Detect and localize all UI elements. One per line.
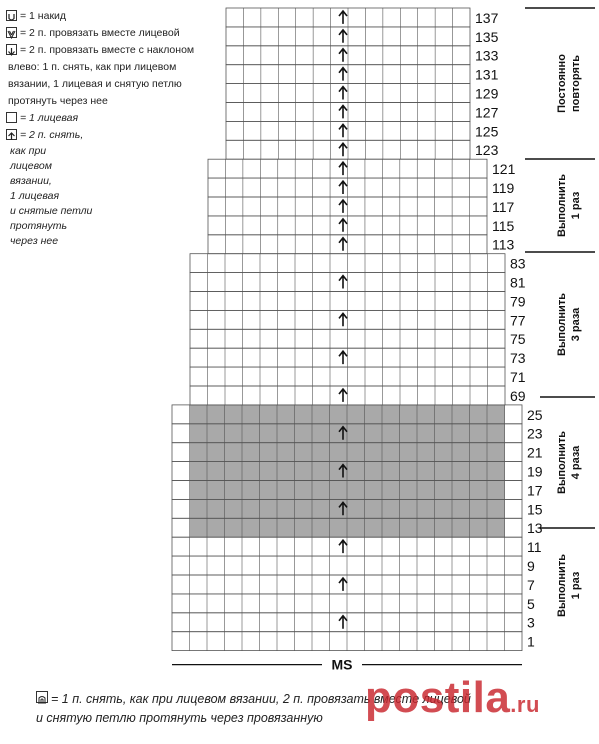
row-number: 135 xyxy=(475,28,499,45)
chart-row xyxy=(172,556,535,575)
row-number: 3 xyxy=(527,614,535,631)
row-number: 131 xyxy=(475,66,499,83)
row-number: 5 xyxy=(527,595,535,612)
cdd-arrow-icon xyxy=(339,276,347,289)
svg-text:Выполнить: Выполнить xyxy=(556,554,568,617)
svg-text:Выполнить: Выполнить xyxy=(556,431,568,494)
cdd-arrow-icon xyxy=(339,30,347,43)
row-number: 11 xyxy=(527,539,542,556)
chart-row xyxy=(190,292,526,311)
chart-row xyxy=(208,178,515,197)
legend-knit: = 1 лицевая xyxy=(6,110,228,127)
legend-cdd-desc: как при лицевом вязании, 1 лицевая и снятые петли протянуть через нее xyxy=(10,145,93,247)
row-number: 77 xyxy=(510,312,526,329)
cdd-arrow-icon xyxy=(339,162,347,175)
row-number: 79 xyxy=(510,293,526,310)
cdd-arrow-icon xyxy=(339,616,347,629)
cdd-arrow-icon xyxy=(339,68,347,81)
row-number: 83 xyxy=(510,255,526,272)
cdd-arrow-icon xyxy=(339,313,347,326)
row-number: 21 xyxy=(527,444,543,461)
chart-row xyxy=(226,121,499,140)
chart-row xyxy=(190,367,526,386)
cdd-arrow-icon xyxy=(339,238,347,251)
chart-row xyxy=(208,216,515,235)
row-number: 115 xyxy=(492,217,515,234)
row-number: 7 xyxy=(527,576,535,593)
chart-row xyxy=(226,103,499,122)
chart-row xyxy=(226,65,499,84)
cdd-arrow-icon xyxy=(339,578,347,591)
row-number: 137 xyxy=(475,9,499,26)
cdd-arrow-icon xyxy=(339,219,347,232)
cdd-arrow-icon xyxy=(339,124,347,137)
row-number: 73 xyxy=(510,350,526,367)
chart-row xyxy=(226,140,499,159)
chart-row xyxy=(226,8,499,27)
cdd-arrow-icon xyxy=(339,106,347,119)
svg-text:повторять: повторять xyxy=(570,54,582,113)
legend-ssk-desc: влево: 1 п. снять, как при лицевом вязании, 1 лицевая и снятую петлю протянуть через нее xyxy=(8,61,182,107)
chart-row xyxy=(190,310,526,329)
svg-text:1 раз: 1 раз xyxy=(570,571,582,600)
cdd-arrow-icon xyxy=(339,389,347,402)
chart-row xyxy=(190,348,526,367)
cdd-arrow-icon xyxy=(339,351,347,364)
row-number: 125 xyxy=(475,123,499,140)
row-number: 129 xyxy=(475,85,499,102)
row-number: 75 xyxy=(510,331,526,348)
ms-label: MS xyxy=(331,656,353,673)
svg-text:Выполнить: Выполнить xyxy=(556,174,568,237)
legend-k2tog: = 2 п. провязать вместе лицевой xyxy=(6,25,228,42)
bottom-note: = 1 п. снять, как при лицевом вязании, 2 п. провязать вместе лицевой и снятую петлю протянуть через провязанную xyxy=(36,692,471,725)
chart-row xyxy=(172,575,535,594)
chart-row xyxy=(226,84,499,103)
cdd-arrow-icon xyxy=(339,11,347,24)
cdd-arrow-icon xyxy=(339,143,347,156)
chart-row xyxy=(208,235,515,254)
row-number: 25 xyxy=(527,406,543,423)
chart-row xyxy=(190,386,526,405)
row-number: 19 xyxy=(527,463,543,480)
legend-ssk: = 2 п. провязать вместе с наклоном xyxy=(6,42,228,59)
chart-row xyxy=(172,613,535,632)
svg-text:1 раз: 1 раз xyxy=(570,191,582,220)
row-number: 123 xyxy=(475,142,499,159)
chart-row xyxy=(190,254,526,273)
row-number: 127 xyxy=(475,104,499,121)
svg-text:Постоянно: Постоянно xyxy=(556,54,568,113)
row-number: 23 xyxy=(527,425,543,442)
chart-row xyxy=(208,159,516,178)
section-label xyxy=(556,554,582,617)
chart-row xyxy=(190,329,526,348)
chart-row xyxy=(226,46,499,65)
section-label xyxy=(556,54,582,113)
chart-row xyxy=(226,27,499,46)
row-number: 17 xyxy=(527,482,543,499)
repeat-shade xyxy=(190,405,505,537)
legend-yo: = 1 накид xyxy=(6,8,228,25)
row-number: 71 xyxy=(510,369,526,385)
row-number: 69 xyxy=(510,387,526,404)
section-label xyxy=(556,174,582,237)
sl1-k2tog-psso-symbol-icon xyxy=(36,691,48,703)
cdd-arrow-icon xyxy=(339,200,347,213)
cdd-arrow-icon xyxy=(339,540,347,553)
section-label xyxy=(556,431,582,494)
row-number: 9 xyxy=(527,558,535,574)
row-number: 121 xyxy=(492,161,516,178)
chart-row xyxy=(190,273,526,292)
svg-text:3 раза: 3 раза xyxy=(570,307,582,342)
section-label xyxy=(556,293,582,356)
row-number: 119 xyxy=(492,180,515,196)
chart-row xyxy=(172,537,542,556)
cdd-arrow-icon xyxy=(339,49,347,62)
cdd-arrow-icon xyxy=(339,181,347,194)
svg-text:4 раза: 4 раза xyxy=(570,445,582,480)
row-number: 15 xyxy=(527,501,543,518)
row-number: 81 xyxy=(510,274,526,291)
legend-cdd: = 2 п. снять, xyxy=(6,127,228,144)
row-number: 1 xyxy=(527,633,535,650)
chart-row xyxy=(208,197,515,216)
chart-row xyxy=(172,632,535,651)
row-number: 117 xyxy=(492,198,515,215)
watermark-logo: postila.ru xyxy=(365,673,540,722)
row-number: 13 xyxy=(527,520,543,537)
row-number: 133 xyxy=(475,47,499,64)
chart-row xyxy=(172,594,535,613)
svg-text:Выполнить: Выполнить xyxy=(556,293,568,356)
cdd-arrow-icon xyxy=(339,87,347,100)
row-number: 113 xyxy=(492,236,515,253)
